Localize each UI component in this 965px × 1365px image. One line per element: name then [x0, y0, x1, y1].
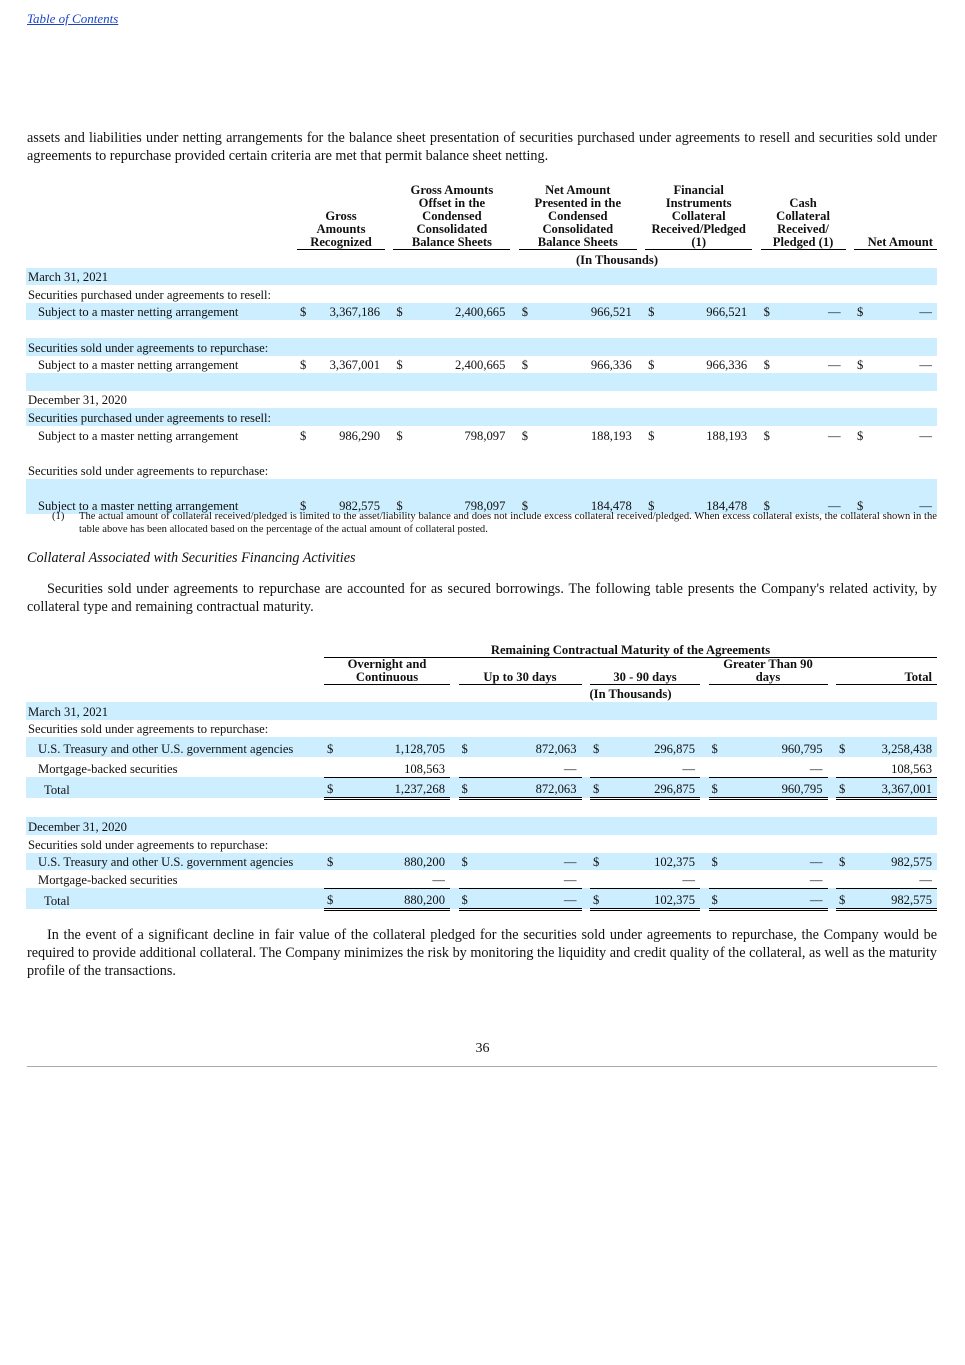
- section-row: [26, 338, 937, 356]
- cell-value: 798,097: [419, 496, 510, 514]
- cell-value: 982,575: [858, 888, 937, 909]
- currency: $: [836, 737, 858, 757]
- cell-value: 188,193: [706, 428, 748, 443]
- cell-value: —: [919, 872, 932, 887]
- currency: $: [459, 777, 481, 798]
- cell-value: 982,575: [323, 496, 385, 514]
- footnote-marker: (1): [52, 511, 65, 522]
- currency: $: [857, 428, 864, 443]
- netting-col-header: Financial Instruments Collateral Received/Pledged (1): [645, 184, 752, 250]
- table-row: [26, 737, 937, 757]
- currency: $: [763, 358, 770, 373]
- section-row: [26, 720, 937, 738]
- cell-value: 3,367,001: [858, 777, 937, 798]
- cell-value: 3,367,001: [329, 358, 380, 373]
- cell-value: 872,063: [481, 777, 582, 798]
- cell-value: —: [880, 496, 937, 514]
- currency: $: [836, 777, 858, 798]
- intro-paragraph: assets and liabilities under netting arrangements for the balance sheet presentation of securities purchased under agreements to resell and securities sold under agreements to repurchase provided certain criteria are met that permit balance sheet netting.: [27, 130, 937, 164]
- table-row: [26, 870, 937, 888]
- currency: $: [519, 496, 545, 514]
- cell-value: —: [787, 496, 846, 514]
- total-row: [26, 888, 937, 909]
- row-label: Subject to a master netting arrangement: [26, 303, 297, 321]
- cell-value: 2,400,665: [455, 358, 506, 373]
- cell-value: —: [809, 761, 823, 776]
- period-row: [26, 268, 937, 286]
- section-label: Securities sold under agreements to repurchase:: [26, 338, 937, 356]
- row-label: Total: [26, 888, 324, 909]
- cell-value: —: [481, 888, 582, 909]
- cell-value: —: [827, 428, 841, 443]
- section-paragraph: Securities sold under agreements to repurchase are accounted for as secured borrowings. The following table presents the Company's related activity, by collateral type and remaining contractual maturity.: [27, 581, 937, 615]
- table-row: [26, 356, 937, 374]
- table-of-contents-link[interactable]: Table of Contents: [27, 11, 119, 26]
- cell-value: 188,193: [590, 428, 632, 443]
- maturity-col-header: 30 - 90 days: [590, 657, 700, 684]
- netting-table: [26, 184, 937, 514]
- cell-value: 3,258,438: [858, 737, 937, 757]
- cell-value: 102,375: [612, 888, 700, 909]
- currency: $: [297, 496, 323, 514]
- currency: $: [459, 853, 481, 871]
- cell-value: 960,795: [731, 777, 828, 798]
- cell-value: 880,200: [346, 888, 450, 909]
- cell-value: —: [563, 872, 577, 887]
- currency: $: [324, 777, 346, 798]
- maturity-col-header: Overnight and Continuous: [324, 657, 450, 684]
- netting-col-header: Net Amount: [854, 184, 937, 250]
- period-label: March 31, 2021: [26, 268, 937, 286]
- units-row: [26, 250, 937, 268]
- currency: $: [854, 303, 880, 321]
- currency: $: [519, 303, 545, 321]
- cell-value: —: [809, 872, 823, 887]
- period-label: March 31, 2021: [26, 702, 937, 720]
- currency: $: [645, 496, 671, 514]
- currency: $: [709, 888, 731, 909]
- footer-divider: [27, 1066, 937, 1067]
- currency: $: [459, 888, 481, 909]
- section-label: Securities purchased under agreements to resell:: [26, 408, 937, 426]
- currency: $: [590, 888, 612, 909]
- cell-value: —: [481, 853, 582, 871]
- table-row: [26, 853, 937, 871]
- section-row: [26, 835, 937, 853]
- cell-value: 960,795: [731, 737, 828, 757]
- section-row: [26, 408, 937, 426]
- spacer-row: [26, 444, 937, 462]
- currency: $: [300, 428, 307, 443]
- currency: $: [709, 853, 731, 871]
- netting-col-header: Net Amount Presented in the Condensed Consolidated Balance Sheets: [519, 184, 637, 250]
- cell-value: 184,478: [671, 496, 752, 514]
- section-row: [26, 461, 937, 479]
- page-number: 36: [475, 1041, 490, 1056]
- row-label: U.S. Treasury and other U.S. government agencies: [26, 737, 324, 757]
- period-row: [26, 702, 937, 720]
- currency: $: [393, 303, 419, 321]
- row-label: Subject to a master netting arrangement: [38, 428, 239, 443]
- total-row: [26, 777, 937, 798]
- cell-value: 798,097: [464, 428, 506, 443]
- currency: $: [396, 428, 403, 443]
- currency: $: [836, 853, 858, 871]
- cell-value: —: [682, 872, 695, 887]
- cell-value: —: [563, 761, 577, 776]
- cell-value: 296,875: [612, 737, 700, 757]
- netting-col-header: Cash Collateral Received/ Pledged (1): [761, 184, 846, 250]
- closing-paragraph: In the event of a significant decline in fair value of the collateral pledged for the securities sold under agreements to repurchase, the Company would be required to provide additional collateral. The Company minimizes the risk by monitoring the liquidity and credit quality of the collateral, as well as the maturity profile of the transactions.: [27, 927, 937, 979]
- currency: $: [521, 428, 529, 443]
- cell-value: 986,290: [339, 428, 380, 443]
- cell-value: —: [731, 888, 828, 909]
- currency: $: [709, 737, 731, 757]
- spacer-row: [26, 798, 937, 817]
- currency: $: [836, 888, 858, 909]
- currency: $: [645, 303, 671, 321]
- cell-value: —: [787, 303, 846, 321]
- currency: $: [590, 777, 612, 798]
- spacer-row: [26, 373, 937, 391]
- currency: $: [763, 428, 770, 443]
- footnote: [52, 510, 937, 536]
- period-row: [26, 817, 937, 835]
- currency: $: [590, 737, 612, 757]
- currency: $: [324, 737, 346, 757]
- currency: $: [297, 303, 323, 321]
- cell-value: 108,563: [404, 761, 445, 776]
- cell-value: 102,375: [612, 853, 700, 871]
- currency: $: [459, 737, 481, 757]
- currency: $: [590, 853, 612, 871]
- spacer-row: [26, 479, 937, 497]
- spacer-row: [26, 320, 937, 338]
- footnote-text: The actual amount of collateral received/pledged is limited to the asset/liability balance and does not include excess collateral received/pledged. When excess collateral exists, the collateral shown in the table above has been allocated based on the percentage of the actual amount of collateral posted.: [79, 511, 937, 535]
- cell-value: 966,336: [590, 358, 632, 373]
- row-label: Total: [26, 777, 324, 798]
- group-header: Remaining Contractual Maturity of the Agreements: [324, 639, 937, 657]
- section-label: Securities sold under agreements to repurchase:: [28, 837, 269, 852]
- netting-col-header: Gross Amounts Recognized: [297, 184, 385, 250]
- cell-value: —: [682, 761, 695, 776]
- units-label: (In Thousands): [589, 687, 672, 702]
- cell-value: —: [919, 358, 932, 373]
- maturity-col-header: Total: [836, 657, 937, 684]
- section-label: Securities purchased under agreements to resell:: [28, 287, 272, 302]
- maturity-header-row: [26, 657, 937, 684]
- currency: $: [854, 496, 880, 514]
- units-row: [26, 684, 937, 702]
- period-label: December 31, 2020: [26, 817, 937, 835]
- cell-value: 1,128,705: [346, 737, 450, 757]
- cell-value: —: [731, 853, 828, 871]
- section-heading: Collateral Associated with Securities Financing Activities: [27, 550, 356, 566]
- cell-value: 872,063: [481, 737, 582, 757]
- currency: $: [857, 358, 864, 373]
- maturity-table: [26, 639, 937, 911]
- row-label: Subject to a master netting arrangement: [38, 358, 239, 373]
- row-label: Mortgage-backed securities: [38, 873, 178, 888]
- group-header-row: [26, 639, 937, 657]
- currency: $: [324, 888, 346, 909]
- currency: $: [300, 358, 307, 373]
- row-label: U.S. Treasury and other U.S. government agencies: [26, 853, 324, 871]
- period-row: [26, 391, 937, 409]
- currency: $: [761, 496, 787, 514]
- maturity-col-header: Up to 30 days: [459, 657, 582, 684]
- cell-value: 966,336: [706, 358, 748, 373]
- cell-value: —: [432, 872, 445, 887]
- currency: $: [761, 303, 787, 321]
- table-row: [26, 303, 937, 321]
- cell-value: 880,200: [346, 853, 450, 871]
- table-row: [26, 757, 937, 777]
- section-row: [26, 285, 937, 303]
- cell-value: 966,521: [671, 303, 752, 321]
- row-label: Mortgage-backed securities: [38, 762, 178, 777]
- cell-value: 184,478: [545, 496, 637, 514]
- currency: $: [521, 358, 529, 373]
- cell-value: —: [919, 428, 932, 443]
- netting-header-row: [26, 184, 937, 250]
- currency: $: [396, 358, 403, 373]
- cell-value: 2,400,665: [419, 303, 510, 321]
- netting-col-header: Gross Amounts Offset in the Condensed Consolidated Balance Sheets: [393, 184, 510, 250]
- cell-value: —: [880, 303, 937, 321]
- cell-value: 3,367,186: [323, 303, 385, 321]
- section-label: Securities sold under agreements to repurchase:: [28, 722, 269, 737]
- currency: $: [709, 777, 731, 798]
- row-label: Subject to a master netting arrangement: [26, 496, 297, 514]
- currency: $: [648, 358, 655, 373]
- currency: $: [324, 853, 346, 871]
- maturity-col-header: Greater Than 90 days: [709, 657, 828, 684]
- cell-value: 108,563: [891, 761, 932, 776]
- table-row: [26, 426, 937, 444]
- cell-value: 982,575: [858, 853, 937, 871]
- section-label: Securities sold under agreements to repurchase:: [28, 463, 269, 478]
- cell-value: 966,521: [545, 303, 637, 321]
- cell-value: 1,237,268: [346, 777, 450, 798]
- currency: $: [648, 428, 655, 443]
- cell-value: 296,875: [612, 777, 700, 798]
- period-label: December 31, 2020: [28, 393, 127, 408]
- cell-value: —: [827, 358, 841, 373]
- currency: $: [393, 496, 419, 514]
- units-label: (In Thousands): [575, 252, 659, 267]
